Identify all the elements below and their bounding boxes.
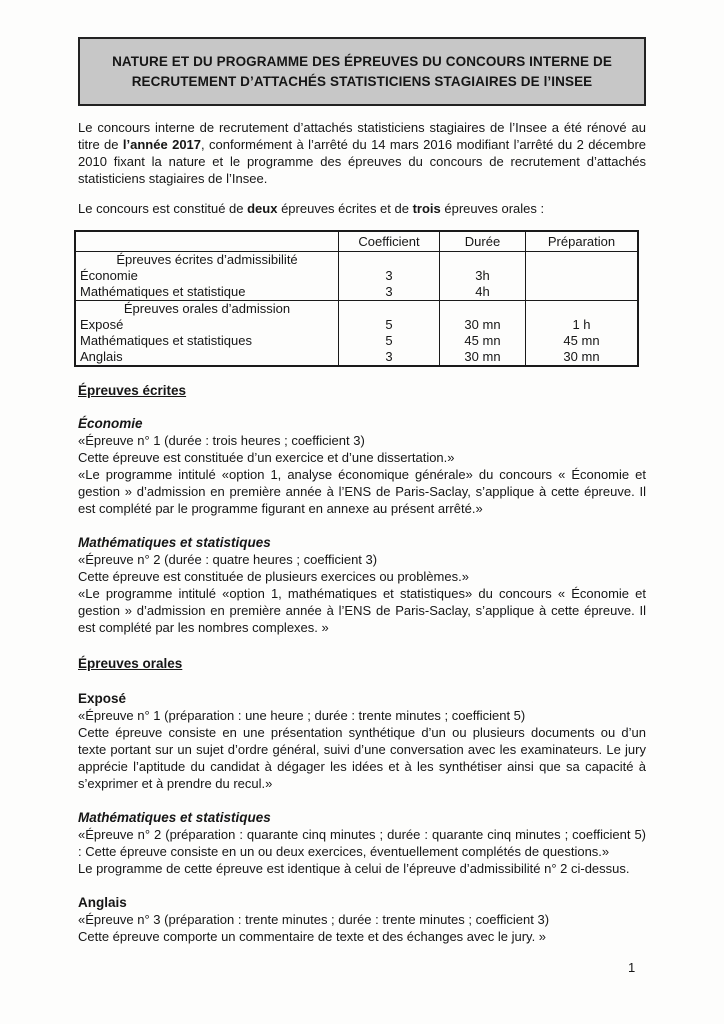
spacer-line [339, 301, 439, 317]
subsection-title-anglais: Anglais [78, 895, 127, 910]
subsection-title-economie: Économie [78, 416, 143, 431]
subsection-title-maths-orale: Mathématiques et statistiques [78, 810, 271, 825]
table-section-orales-coefficients [339, 301, 440, 365]
maths-ecrite-program-paragraph: «Le programme intitulé «option 1, mathématiques et statistiques» du concours « Économie et gestion » d’admission en première année à l’ENS de Paris-Saclay, s’applique à cette épreuve. Il est complété par les nombres complexes. » [78, 586, 646, 635]
table-section-orales-durees [440, 301, 526, 365]
table-cell-coefficient: 3 [385, 268, 393, 283]
text-line: «Épreuve n° 1 (préparation : une heure ; durée : trente minutes ; coefficient 5) [78, 708, 526, 723]
text-segment-bold: trois [412, 201, 441, 216]
table-section-ecrites-preparations [526, 252, 637, 301]
expose-description-paragraph: Cette épreuve consiste en une présentation synthétique d’un ou plusieurs documents ou d’un texte portant sur un sujet d’ordre général, suivi d’une conversation avec les examinateurs. Le jury apprécie l’aptitude du candidat à dégager les idées et à les synthétiser ainsi que sa capacité à s’exprimer et à prendre du recul.» [78, 725, 646, 791]
text-line: «Épreuve n° 1 (durée : trois heures ; coefficient 3) [78, 433, 365, 448]
text-line: Cette épreuve est constituée de plusieurs exercices ou problèmes.» [78, 569, 469, 584]
text-segment: Le concours interne de recrutement d’attachés statisticiens stagiaires de l’Insee a été rénové au titre de [78, 120, 646, 152]
table-cell-preparation: 1 h [572, 317, 591, 332]
page-number: 1 [628, 960, 636, 975]
table-row-label: Mathématiques et statistiques [80, 333, 252, 348]
document-title-line1: NATURE ET DU PROGRAMME DES ÉPREUVES DU CONCOURS INTERNE DE [112, 54, 612, 69]
table-cell-coefficient: 3 [385, 349, 393, 364]
table-cell-preparation [526, 268, 637, 284]
document-title-box [78, 37, 646, 106]
table-cell-duree: 4h [475, 284, 490, 299]
table-row-label: Anglais [80, 349, 123, 364]
table-section-title: Épreuves écrites d’admissibilité [116, 252, 298, 267]
maths-orale-paragraph-2: Le programme de cette épreuve est identique à celui de l’épreuve d’admissibilité n° 2 ci-dessus. [78, 861, 630, 876]
table-header-empty [76, 232, 339, 252]
spacer-line [526, 252, 637, 268]
table-cell-duree: 45 mn [464, 333, 501, 348]
spacer-line [526, 301, 637, 317]
page-content [78, 37, 646, 945]
table-section-orales-preparations [526, 301, 637, 365]
table-row-label: Exposé [80, 317, 124, 332]
text-segment: épreuves écrites et de [277, 201, 413, 216]
section-heading-ecrites: Épreuves écrites [78, 383, 187, 398]
spacer-line [440, 301, 525, 317]
spacer-line [440, 252, 525, 268]
table-header-coefficient: Coefficient [339, 232, 440, 252]
maths-orale-paragraph-1: «Épreuve n° 2 (préparation : quarante cinq minutes ; durée : quarante cinq minutes ; coefficient 5) : Cette épreuve consiste en un ou deux exercices, éventuellement complétés de questions.» [78, 827, 646, 859]
table-cell-duree: 30 mn [464, 317, 501, 332]
table-row-label: Économie [80, 268, 138, 283]
text-segment-bold: deux [247, 201, 278, 216]
table-cell-coefficient: 3 [385, 284, 393, 299]
text-segment: épreuves orales : [440, 201, 545, 216]
table-header-duree: Durée [440, 232, 526, 252]
subsection-title-maths-ecrite: Mathématiques et statistiques [78, 535, 271, 550]
table-section-ecrites-durees [440, 252, 526, 301]
table-section-ecrites-labels [76, 252, 339, 301]
table-row-label: Mathématiques et statistique [80, 284, 246, 299]
exam-table [74, 230, 639, 367]
text-line: Cette épreuve est constituée d’un exercice et d’une dissertation.» [78, 450, 455, 465]
table-section-ecrites-coefficients [339, 252, 440, 301]
table-cell-preparation [526, 284, 637, 300]
section-heading-orales: Épreuves orales [78, 656, 183, 671]
table-header-preparation: Préparation [526, 232, 637, 252]
document-title-line2: RECRUTEMENT D’ATTACHÉS STATISTICIENS STAGIAIRES DE l’INSEE [131, 74, 593, 89]
table-cell-preparation: 45 mn [563, 333, 600, 348]
text-line: «Épreuve n° 2 (durée : quatre heures ; coefficient 3) [78, 552, 378, 567]
text-segment-bold: l’année 2017 [122, 137, 202, 152]
table-section-title: Épreuves orales d’admission [123, 301, 291, 316]
subsection-title-expose: Exposé [78, 691, 127, 706]
intro-paragraph-1 [78, 119, 646, 187]
table-section-orales-labels [76, 301, 339, 365]
table-cell-coefficient: 5 [385, 333, 393, 348]
intro-paragraph-2 [78, 200, 646, 217]
table-cell-duree: 30 mn [464, 349, 501, 364]
table-cell-preparation: 30 mn [563, 349, 600, 364]
text-line: Cette épreuve comporte un commentaire de texte et des échanges avec le jury. » [78, 929, 547, 944]
text-segment: , conformément à l’arrêté du 14 mars 2016 modifiant l’arrêté du 2 décembre 2010 fixant la nature et le programme des épreuves du concours de recrutement d’attachés statisticiens stagiaires de l’Insee. [78, 137, 647, 186]
table-cell-coefficient: 5 [385, 317, 393, 332]
text-segment: Le concours est constitué de [78, 201, 248, 216]
text-line: «Épreuve n° 3 (préparation : trente minutes ; durée : trente minutes ; coefficient 3) [78, 912, 550, 927]
table-cell-duree: 3h [475, 268, 490, 283]
spacer-line [339, 252, 439, 268]
economie-program-paragraph: «Le programme intitulé «option 1, analyse économique générale» du concours « Économie et gestion » d’admission en première année à l’ENS de Paris-Saclay, s’applique à cette épreuve. Il est complété par le programme figurant en annexe au présent arrêté.» [78, 467, 646, 516]
